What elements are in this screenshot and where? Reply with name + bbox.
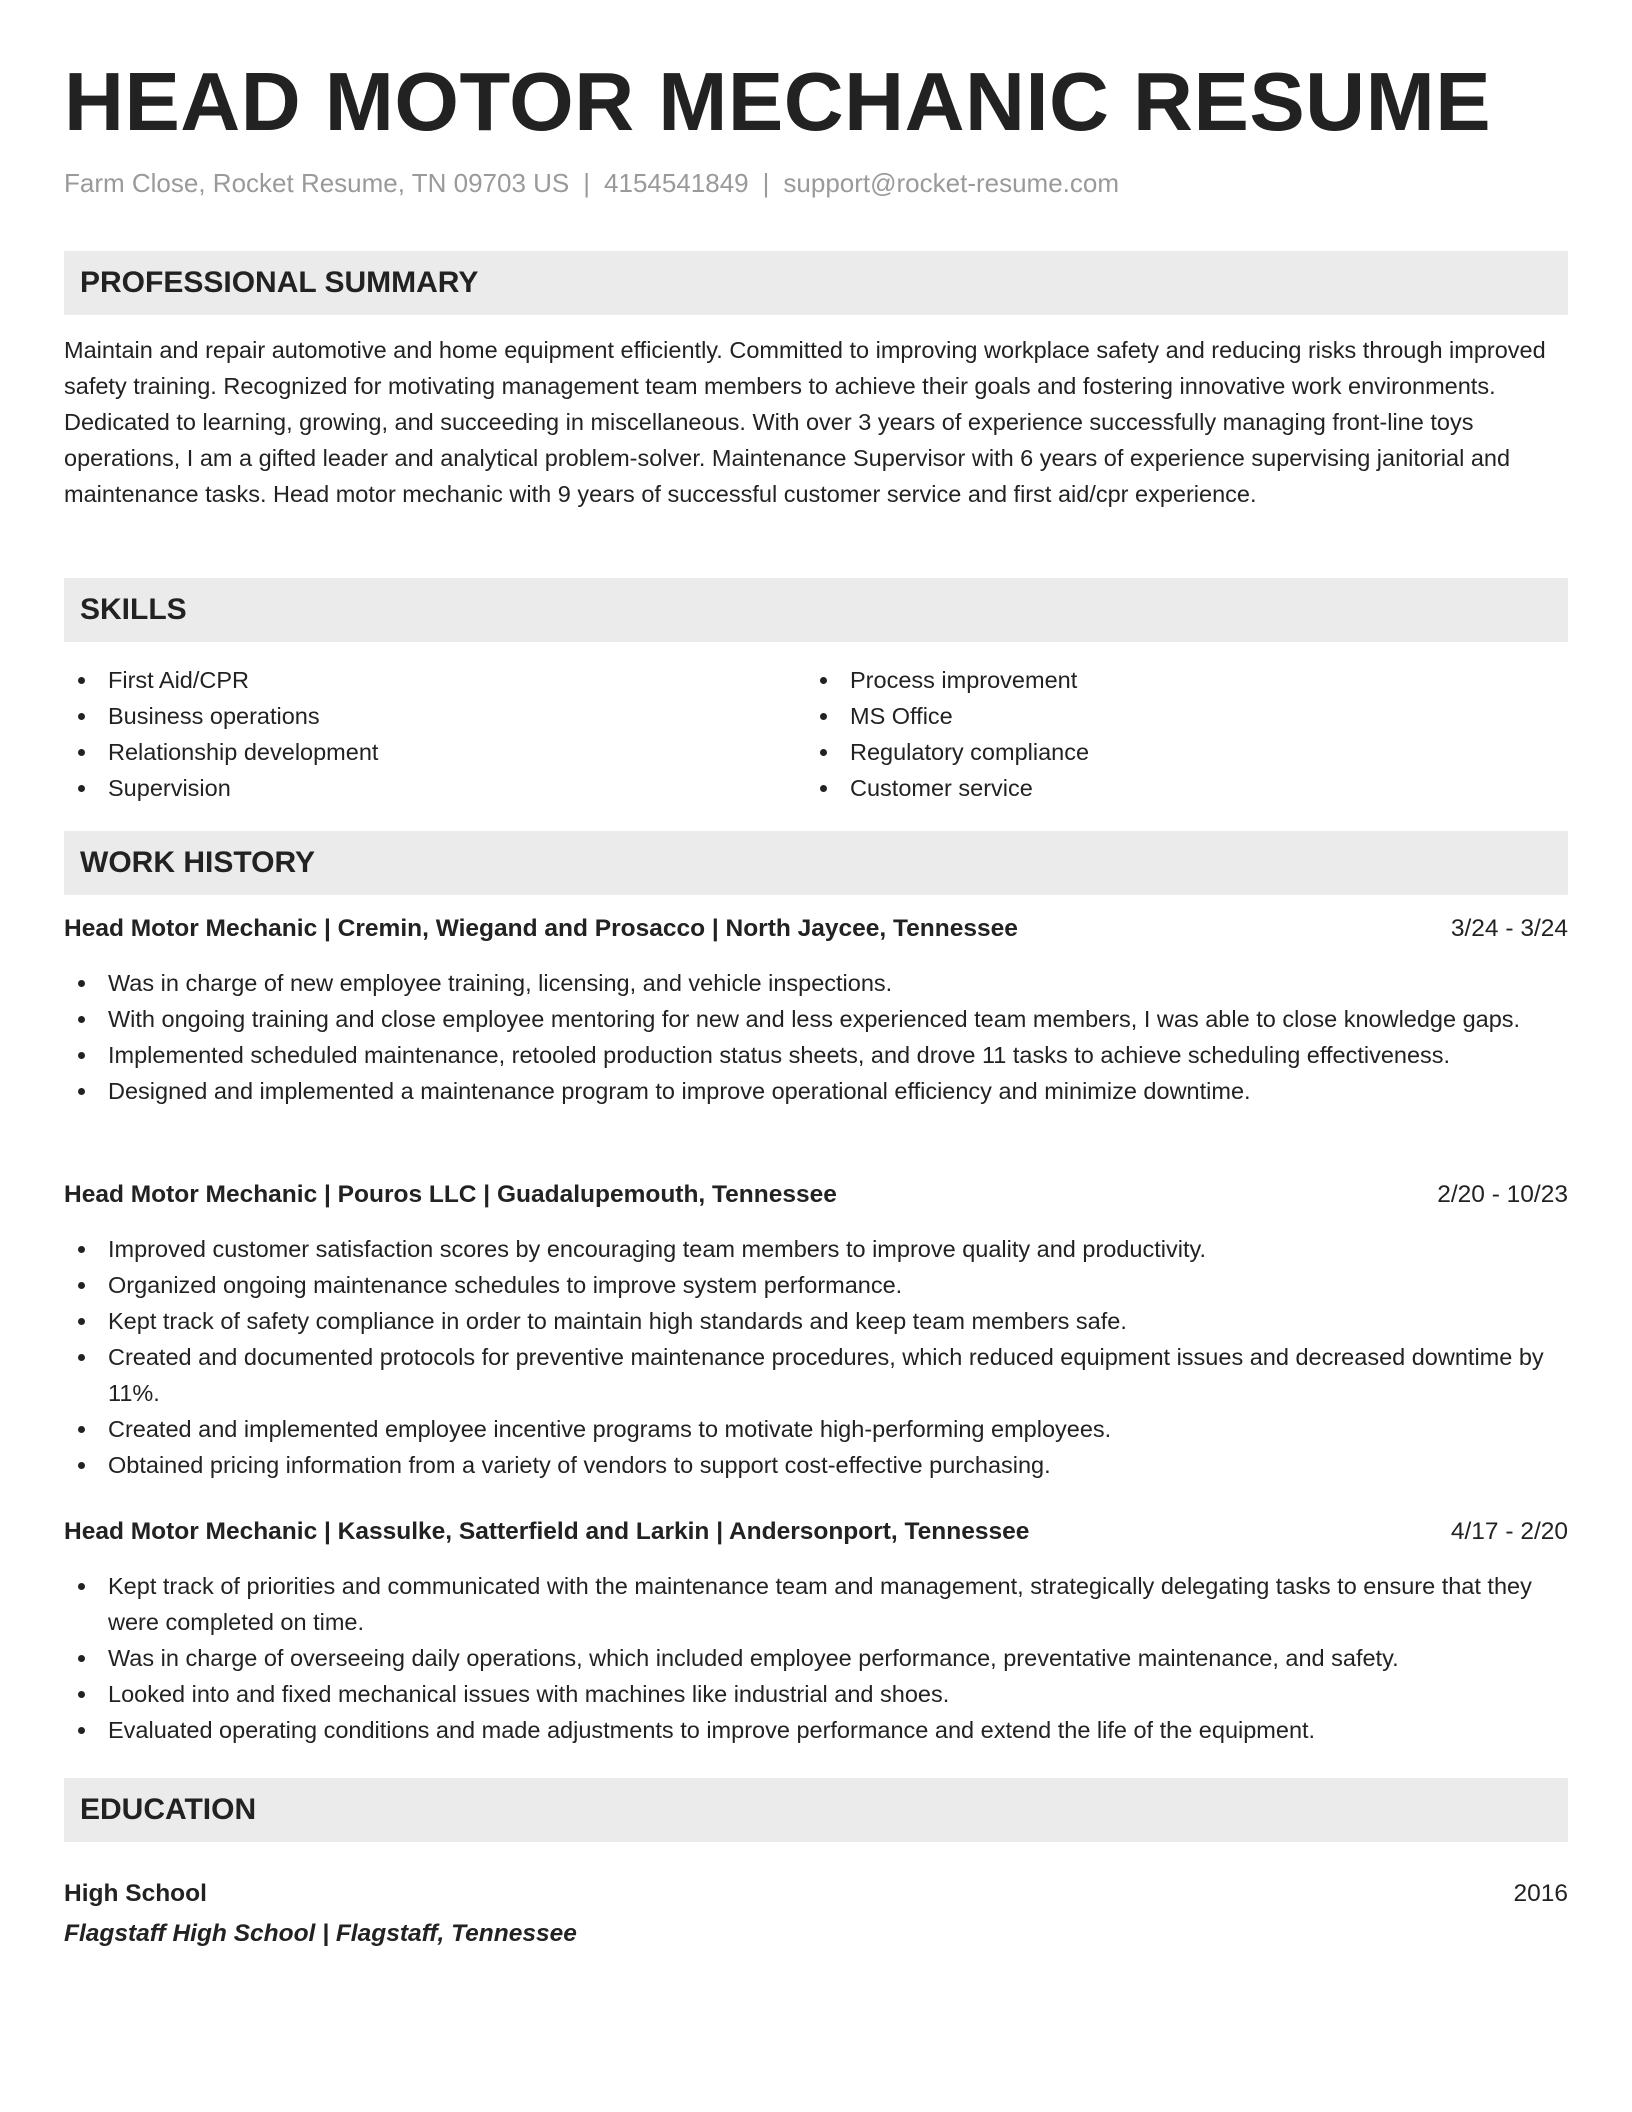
skill-item: Relationship development [64,734,806,770]
section-title-summary: PROFESSIONAL SUMMARY [80,266,479,299]
job-title: Head Motor Mechanic | Cremin, Wiegand and Prosacco | North Jaycee, Tennessee [64,915,1018,942]
job-header [64,1514,1568,1550]
section-header-education [64,1778,1568,1842]
skill-item: First Aid/CPR [64,662,806,698]
education-year: 2016 [1513,1880,1568,1907]
contact-separator: | [762,168,770,198]
section-header-summary [64,251,1568,315]
job-dates: 2/20 - 10/23 [1437,1181,1568,1208]
job-bullet: Was in charge of new employee training, licensing, and vehicle inspections. [64,965,1568,1001]
section-header-work-history [64,831,1568,895]
contact-separator: | [583,168,591,198]
job-dates: 4/17 - 2/20 [1450,1518,1568,1545]
skill-item: Process improvement [806,662,1548,698]
job-bullet: Was in charge of overseeing daily operations, which included employee performance, preventative maintenance, and safety. [64,1640,1568,1676]
job-bullet: Looked into and fixed mechanical issues with machines like industrial and shoes. [64,1676,1568,1712]
job-header [64,911,1568,947]
education-school: Flagstaff High School | Flagstaff, Tennessee [64,1920,577,1947]
job-dates: 3/24 - 3/24 [1450,915,1568,942]
job-bullet: Obtained pricing information from a variety of vendors to support cost-effective purchasing. [64,1447,1568,1483]
skill-item: MS Office [806,698,1548,734]
job-title: Head Motor Mechanic | Pouros LLC | Guadalupemouth, Tennessee [64,1181,837,1208]
skills-column-right [806,662,1548,806]
job-bullet: Implemented scheduled maintenance, retooled production status sheets, and drove 11 tasks to achieve scheduling effectiveness. [64,1037,1568,1073]
job-bullets [64,1568,1568,1748]
skill-item: Supervision [64,770,806,806]
job-bullet: Kept track of priorities and communicated with the maintenance team and management, strategically delegating tasks to ensure that they were completed on time. [64,1568,1568,1640]
education-degree: High School [64,1880,207,1907]
skill-item: Business operations [64,698,806,734]
job-bullet: Designed and implemented a maintenance program to improve operational efficiency and minimize downtime. [64,1073,1568,1109]
job-bullet: Created and documented protocols for preventive maintenance procedures, which reduced equipment issues and decreased downtime by 11%. [64,1339,1568,1411]
contact-phone: 4154541849 [604,168,749,198]
job-bullet: Improved customer satisfaction scores by encouraging team members to improve quality and productivity. [64,1231,1568,1267]
education-header [64,1876,1568,1912]
job-bullet: Organized ongoing maintenance schedules to improve system performance. [64,1267,1568,1303]
section-header-skills [64,578,1568,642]
section-title-skills: SKILLS [80,593,187,626]
summary-text: Maintain and repair automotive and home equipment efficiently. Committed to improving workplace safety and reducing risks through improved safety training. Recognized for motivating management team members to achieve their goals and fostering innovative work environments. Dedicated to learning, growing, and succeeding in miscellaneous. With over 3 years of experience successfully managing front-line toys operations, I am a gifted leader and analytical problem-solver. Maintenance Supervisor with 6 years of experience supervising janitorial and maintenance tasks. Head motor mechanic with 9 years of successful customer service and first aid/cpr experience. [64,337,1546,507]
job-bullets [64,965,1568,1109]
contact-line [64,165,1119,201]
resume-title: HEAD MOTOR MECHANIC RESUME [64,55,1492,148]
job-bullet: Evaluated operating conditions and made adjustments to improve performance and extend the life of the equipment. [64,1712,1568,1748]
section-title-education: EDUCATION [80,1793,257,1826]
skill-item: Regulatory compliance [806,734,1548,770]
section-title-work-history: WORK HISTORY [80,846,316,879]
skills-column-left [64,662,806,806]
job-bullets [64,1231,1568,1483]
contact-address: Farm Close, Rocket Resume, TN 09703 US [64,168,570,198]
skill-item: Customer service [806,770,1548,806]
job-bullet: Created and implemented employee incentive programs to motivate high-performing employees. [64,1411,1568,1447]
job-header [64,1177,1568,1213]
job-bullet: With ongoing training and close employee mentoring for new and less experienced team members, I was able to close knowledge gaps. [64,1001,1568,1037]
job-title: Head Motor Mechanic | Kassulke, Satterfield and Larkin | Andersonport, Tennessee [64,1518,1030,1545]
job-bullet: Kept track of safety compliance in order to maintain high standards and keep team members safe. [64,1303,1568,1339]
skills-list [64,662,1568,806]
contact-email: support@rocket-resume.com [783,168,1120,198]
